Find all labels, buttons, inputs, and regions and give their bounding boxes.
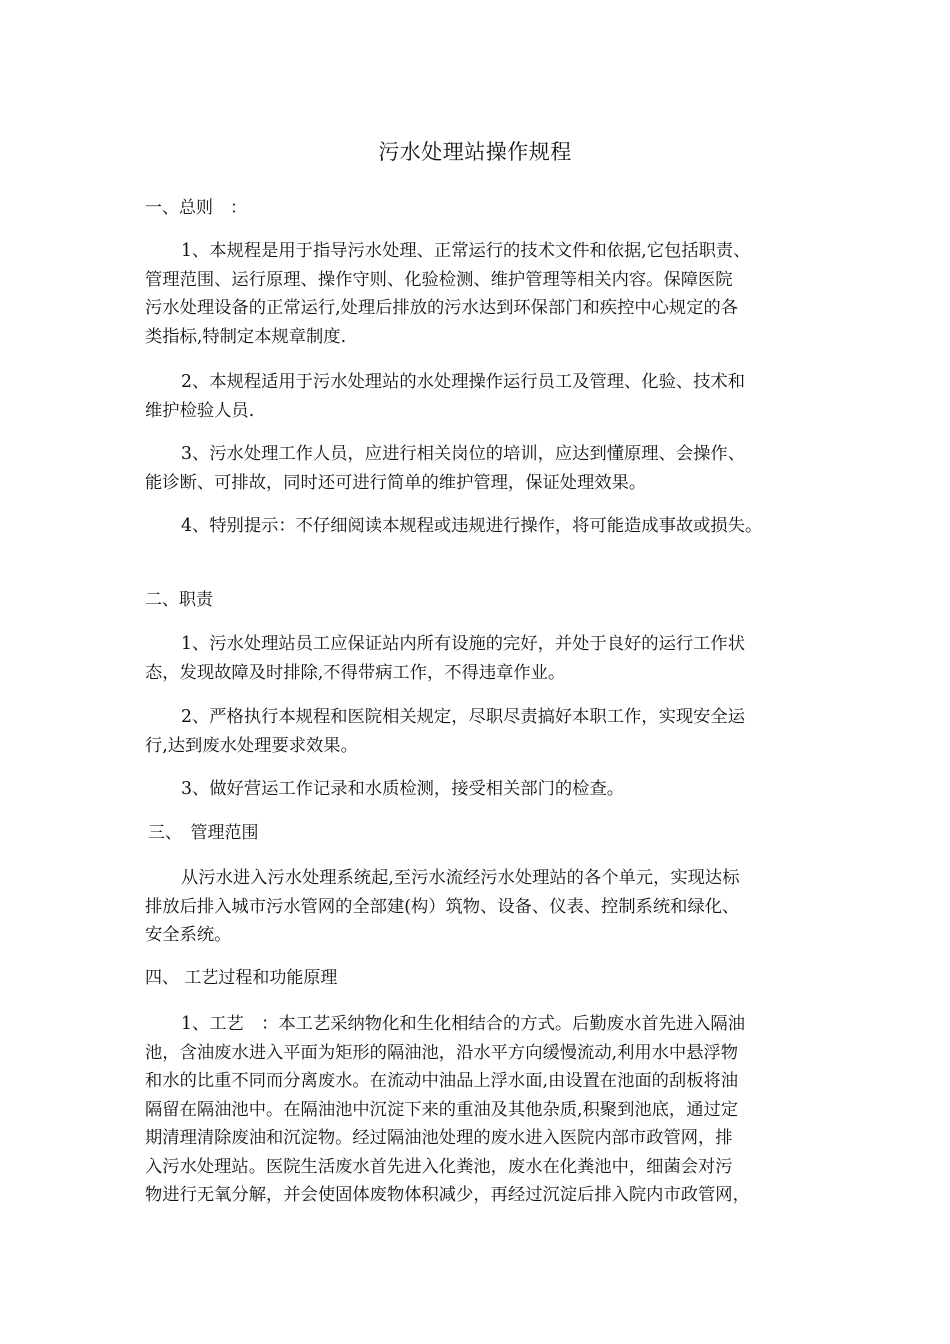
- text-line: 物进行无氧分解，并会使固体废物体积减少，再经过沉淀后排入院内市政管网，: [145, 1185, 750, 1205]
- text-line: 3、做好营运工作记录和水质检测，接受相关部门的检查。: [181, 779, 625, 799]
- text-line: 态，发现故障及时排除,不得带病工作，不得违章作业。: [145, 662, 566, 683]
- section-heading-scope: 三、 管理范围: [148, 823, 259, 843]
- text-line: 2、本规程适用于污水处理站的水处理操作运行员工及管理、化验、技术和: [181, 372, 745, 392]
- text-line: 1、本规程是用于指导污水处理、正常运行的技术文件和依据,它包括职责、: [181, 241, 751, 261]
- paragraph: [145, 512, 815, 541]
- text-line: 1、污水处理站员工应保证站内所有设施的完好，并处于良好的运行工作状: [181, 634, 745, 654]
- text-line: 管理范围、运行原理、操作守则、化验检测、维护管理等相关内容。保障医院: [145, 269, 733, 290]
- text-line: 和水的比重不同而分离废水。在流动中油品上浮水面,由设置在池面的刮板将油: [145, 1071, 739, 1091]
- text-line: 期清理清除废油和沉淀物。经过隔油池处理的废水进入医院内部市政管网，排: [145, 1128, 733, 1148]
- text-line: 1、工艺 ：本工艺采纳物化和生化相结合的方式。后勤废水首先进入隔油: [181, 1014, 745, 1034]
- text-line: 维护检验人员.: [145, 400, 255, 421]
- section-heading-duties: 二、职责: [145, 590, 213, 610]
- paragraph: [145, 237, 815, 351]
- text-line: 从污水进入污水处理系统起,至污水流经污水处理站的各个单元，实现达标: [181, 868, 740, 888]
- text-line: 排放后排入城市污水管网的全部建(构）筑物、设备、仪表、控制系统和绿化、: [145, 896, 740, 917]
- text-line: 污水处理设备的正常运行,处理后排放的污水达到环保部门和疾控中心规定的各: [145, 298, 739, 318]
- text-line: 能诊断、可排故，同时还可进行简单的维护管理，保证处理效果。: [145, 472, 647, 493]
- paragraph: [145, 368, 815, 425]
- paragraph: [145, 440, 815, 497]
- text-line: 池，含油废水进入平面为矩形的隔油池，沿水平方向缓慢流动,利用水中悬浮物: [145, 1042, 739, 1063]
- section-heading-general: 一、总则 ：: [145, 198, 247, 218]
- section-heading-process: 四、 工艺过程和功能原理: [145, 968, 338, 988]
- text-line: 行,达到废水处理要求效果。: [145, 735, 358, 756]
- paragraph: [145, 775, 815, 804]
- paragraph: [145, 630, 815, 687]
- text-line: 2、严格执行本规程和医院相关规定，尽职尽责搞好本职工作，实现安全运: [181, 707, 745, 727]
- document-title: 污水处理站操作规程: [378, 140, 572, 164]
- text-line: 3、污水处理工作人员，应进行相关岗位的培训，应达到懂原理、会操作、: [181, 444, 745, 464]
- text-line: 安全系统。: [145, 925, 232, 945]
- text-line: 入污水处理站。医院生活废水首先进入化粪池，废水在化粪池中，细菌会对污: [145, 1156, 733, 1177]
- paragraph: [145, 1010, 815, 1210]
- paragraph: [145, 703, 815, 760]
- text-line: 隔留在隔油池中。在隔油池中沉淀下来的重油及其他杂质,积聚到池底，通过定: [145, 1099, 739, 1120]
- text-line: 4、特别提示：不仔细阅读本规程或违规进行操作，将可能造成事故或损失。: [181, 516, 763, 536]
- paragraph: [145, 864, 815, 950]
- text-line: 类指标,特制定本规章制度.: [145, 326, 347, 347]
